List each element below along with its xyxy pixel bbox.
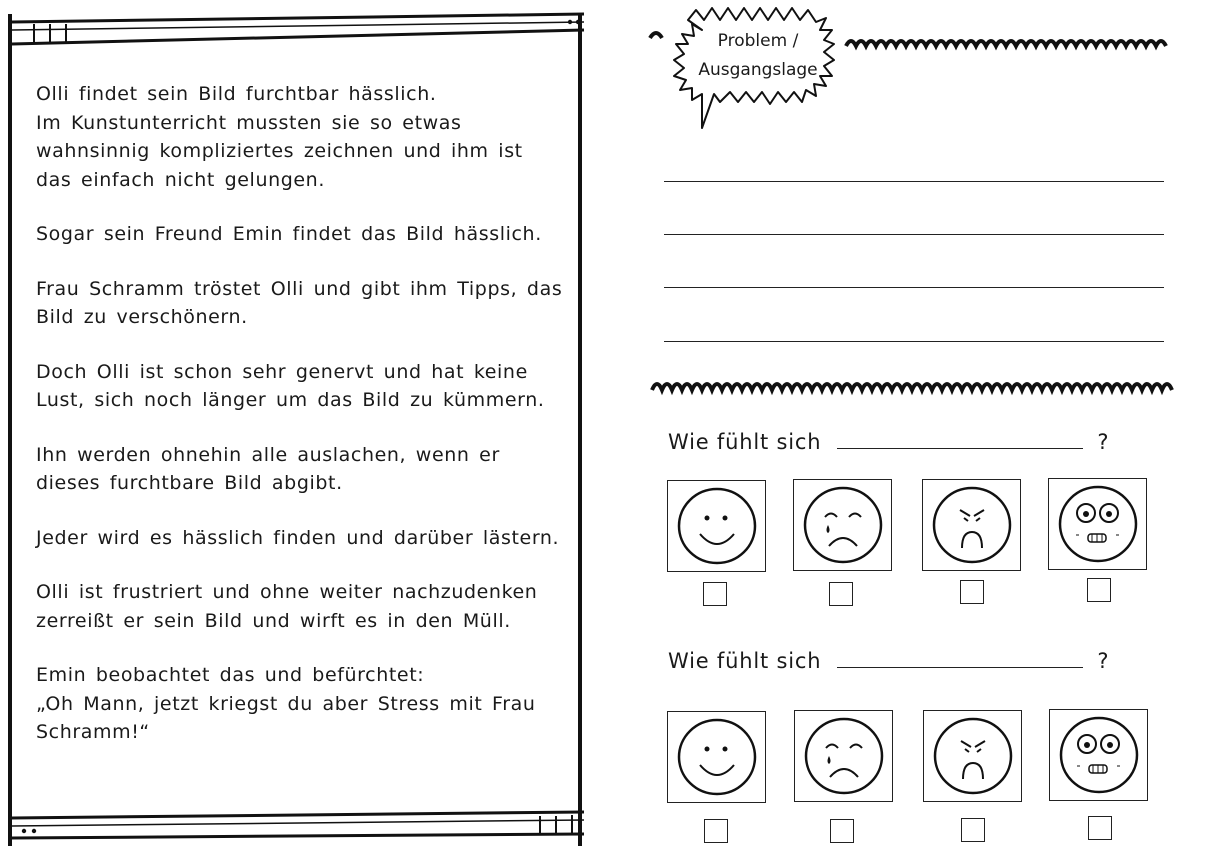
checkbox-angry-2[interactable] — [961, 818, 985, 842]
scared-face-icon — [1055, 714, 1143, 796]
question-2 — [668, 649, 1109, 673]
face-box-happy-2 — [667, 711, 766, 803]
story-paragraph-5: Ihn werden ohnehin alle auslachen, wenn er dieses furchtbare Bild abgibt. — [36, 443, 500, 494]
checkbox-scared-2[interactable] — [1088, 816, 1112, 840]
middle-wave-divider — [648, 370, 1174, 400]
sad-crying-face-icon — [799, 484, 887, 566]
answer-line-3[interactable] — [664, 287, 1164, 288]
scared-face-icon — [1054, 483, 1142, 565]
story-paragraph-8: Emin beobachtet das und befürchtet: „Oh Mann, jetzt kriegst du aber Stress mit Frau Schramm!“ — [36, 664, 536, 743]
face-box-sad-2 — [794, 710, 893, 802]
question-2-suffix: ? — [1097, 649, 1110, 673]
checkbox-scared-1[interactable] — [1087, 578, 1111, 602]
answer-line-4[interactable] — [664, 341, 1164, 342]
face-box-scared-2 — [1049, 709, 1148, 801]
story-paragraph-4: Doch Olli ist schon sehr genervt und hat keine Lust, sich noch länger um das Bild zu kümmern. — [36, 360, 545, 411]
face-box-happy-1 — [667, 480, 766, 572]
question-2-prefix: Wie fühlt sich — [668, 649, 822, 673]
angry-face-icon — [929, 715, 1017, 797]
question-1-suffix: ? — [1097, 430, 1110, 454]
story-paragraph-6: Jeder wird es hässlich finden und darüber lästern. — [36, 526, 560, 549]
face-box-angry-2 — [923, 710, 1022, 802]
checkbox-sad-2[interactable] — [830, 819, 854, 843]
bubble-label — [693, 27, 823, 85]
sad-crying-face-icon — [800, 715, 888, 797]
angry-face-icon — [928, 484, 1016, 566]
face-box-scared-1 — [1048, 478, 1147, 570]
story-paragraph-7: Olli ist frustriert und ohne weiter nachzudenken zerreißt er sein Bild und wirft es in den Müll. — [36, 581, 538, 632]
question-2-blank[interactable] — [837, 666, 1083, 668]
story-paragraph-3: Frau Schramm tröstet Olli und gibt ihm Tipps, das Bild zu verschönern. — [36, 277, 563, 328]
question-1-blank[interactable] — [837, 447, 1083, 449]
story-paragraph-2: Sogar sein Freund Emin findet das Bild hässlich. — [36, 223, 542, 245]
checkbox-sad-1[interactable] — [829, 582, 853, 606]
happy-face-icon — [673, 716, 761, 798]
checkbox-happy-2[interactable] — [704, 819, 728, 843]
checkbox-angry-1[interactable] — [960, 580, 984, 604]
answer-line-1[interactable] — [664, 181, 1164, 182]
answer-line-2[interactable] — [664, 234, 1164, 235]
bubble-label-line2: Ausgangslage — [698, 60, 818, 80]
story-card — [8, 14, 582, 846]
question-1-prefix: Wie fühlt sich — [668, 430, 822, 454]
story-text — [36, 80, 566, 773]
face-box-sad-1 — [793, 479, 892, 571]
happy-face-icon — [673, 485, 761, 567]
face-box-angry-1 — [922, 479, 1021, 571]
bubble-label-line1: Problem / — [717, 31, 799, 51]
story-paragraph-1: Olli findet sein Bild furchtbar hässlich. Im Kunstunterricht mussten sie so etwas wahnsinnig kompliziertes zeichnen und ihm ist das einfach nicht gelungen. — [36, 83, 523, 191]
question-1 — [668, 430, 1109, 454]
checkbox-happy-1[interactable] — [703, 582, 727, 606]
